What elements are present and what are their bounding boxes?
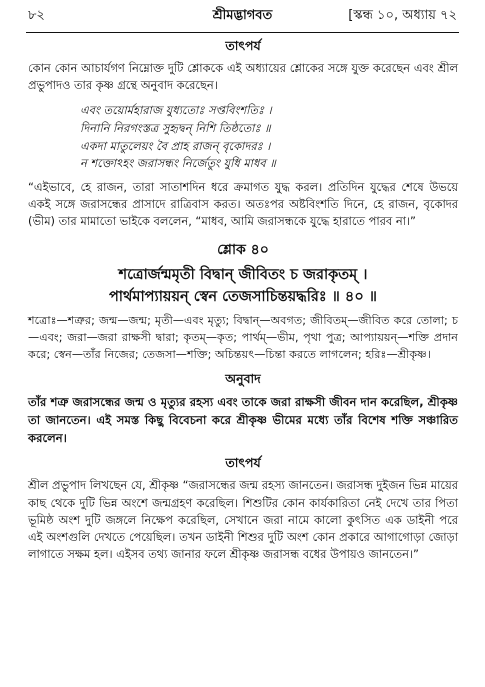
running-header (28, 6, 457, 30)
verse-line: দিনানি নিরগংস্তত্র সুহৃদ্বন্ নিশি তিষ্ঠতোঃ ॥ (80, 121, 271, 135)
translation-text: তাঁর শত্রু জরাসন্ধের জন্ম ও মৃত্যুর রহস্য এবং তাকে জরা রাক্ষসী জীবন দান করেছিল, শ্রীকৃষ্ণ তা জানতেন। এই সমস্ত কিছু বিবেচনা করে শ্রীকৃষ্ণ ভীমের মধ্যে তাঁর বিশেষ শক্তি সঞ্চারিত করলেন। (28, 395, 458, 446)
verse-line: একদা মাতুলেয়ং বৈ প্রাহ রাজন্ বৃকোদরঃ । (80, 138, 271, 153)
book-title: শ্রীমদ্ভাগবত (212, 8, 273, 23)
purport-intro: কোন কোন আচার্যগণ নিম্নোক্ত দুটি শ্লোককে এই অধ্যায়ের শ্লোকের সঙ্গে যুক্ত করেছেন এবং শ্রীল প্রভুপাদও তার কৃষ্ণ গ্রন্থে অনুবাদ করেছেন। (28, 61, 458, 93)
verse-line: এবং তয়োর্মহারাজ যুধ্যতোঃ সপ্তবিংশতিঃ । (80, 103, 272, 118)
page-body (28, 36, 458, 571)
purport-heading: তাৎপর্য (225, 455, 261, 471)
word-for-word: শত্রোঃ—শত্রুর; জন্ম—জন্ম; মৃতী—এবং মৃত্যু; বিদ্বান্—অবগত; জীবিতম্—জীবিত করে তোলা; চ—এবং; জরা—জরা রাক্ষসী দ্বারা; কৃতম্—কৃত; পার্থম্—ভীম, পৃথা পুত্র; আপ্যায়য়ন্—শক্তি প্রদান করে; স্বেন—তাঁর নিজের; তেজসা—শক্তি; অচিন্তয়ৎ—চিন্তা করতে লাগলেন; হরিঃ—শ্রীকৃষ্ণ। (28, 314, 458, 362)
translation-heading: অনুবাদ (225, 371, 261, 387)
verse-translation: “এইভাবে, হে রাজন, তারা সাতাশদিন ধরে ক্রমাগত যুদ্ধ করল। প্রতিদিন যুদ্ধের শেষে উভয়ে একই সঙ্গে জরাসন্ধের প্রাসাদে রাত্রিবাস করত। অতঃপর অষ্টবিংশতি দিনে, হে রাজন, বৃকোদর (ভীম) তার মামাতো ভাইকে বললেন, “মাধব, আমি জরাসন্ধকে যুদ্ধে হারাতে পারব না।” (28, 179, 458, 229)
sloka-title: শ্লোক ৪০ (217, 242, 269, 259)
purport-heading: তাৎপর্য (225, 38, 261, 53)
purport-text: শ্রীল প্রভুপাদ লিখছেন যে, শ্রীকৃষ্ণ “জরাসন্ধের জন্ম রহস্য জানতেন। জরাসন্ধ দুইজন ভিন্ন মায়ের কাছ থেকে দুটি ভিন্ন অংশে জন্মগ্রহণ করেছিল। শিশুটির কোন কার্যকারিতা নেই দেখে তার পিতা ভূমিষ্ঠ অংশ দুটি জঙ্গলে নিক্ষেপ করেছিল, সেখানে জরা নামে কালো কুৎসিত এক ডাইনী পরে এই অংশগুলি দেখতে পেয়েছিল। তখন ডাইনী শিশুর দুটি অংশ কোন প্রকারে আগাগোড়া জোড়া লাগাতে সক্ষম হল। এইসব তথ্য জানার ফলে শ্রীকৃষ্ণ জরাসন্ধ বধের উপায়ও জানতেন।” (28, 478, 458, 562)
sloka-text (28, 264, 458, 308)
page-number: ৮২ (28, 8, 45, 23)
sloka-line: শত্রোর্জন্মমৃতী বিদ্বান্ জীবিতং চ জরাকৃতম্ । (118, 267, 368, 284)
interpolated-verses (80, 102, 458, 172)
chapter-reference: [স্কন্ধ ১০, অধ্যায় ৭২ (348, 8, 457, 23)
verse-line: ন শক্তোঽহং জরাসন্ধং নির্জেতুং যুধি মাধব ॥ (80, 156, 276, 171)
sloka-line: পার্থমাপ্যায়য়ন্ স্বেন তেজসাচিন্তয়দ্ধরিঃ ॥ ৪০ ॥ (108, 289, 378, 306)
header-rule (26, 32, 459, 33)
